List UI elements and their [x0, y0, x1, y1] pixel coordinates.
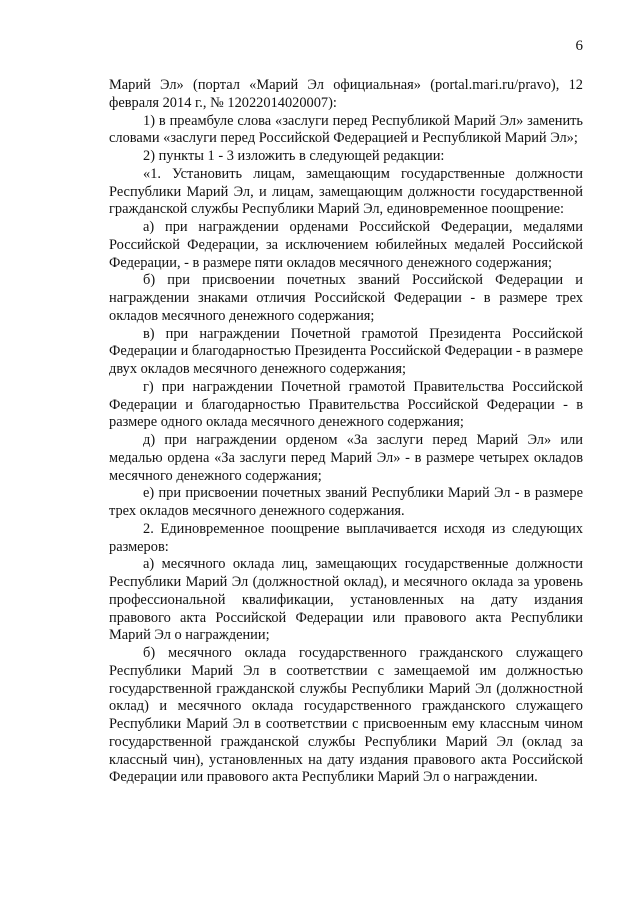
paragraph-amendment-1: 1) в преамбуле слова «заслуги перед Республикой Марий Эл» заменить словами «заслуги перед Российской Федерацией и Республикой Марий Эл»;: [109, 112, 583, 147]
paragraph-point-1-b: б) при присвоении почетных званий Российской Федерации и награждении знаками отличия Российской Федерации - в размере трех окладов месячного денежного содержания;: [109, 272, 583, 324]
paragraph-intro-continuation: Марий Эл» (портал «Марий Эл официальная» (portal.mari.ru/pravo), 12 февраля 2014 г., № 12022014020007):: [109, 77, 583, 111]
paragraph-point-1-v: в) при награждении Почетной грамотой Президента Российской Федерации и благодарностью Президента Российской Федерации - в размере двух окладов месячного денежного содержания;: [109, 325, 583, 377]
paragraph-point-1-a: а) при награждении орденами Российской Федерации, медалями Российской Федерации, за исключением юбилейных медалей Российской Федерации, - в размере пяти окладов месячного денежного содержания;: [109, 219, 583, 271]
paragraph-amendment-2: 2) пункты 1 - 3 изложить в следующей редакции:: [143, 148, 445, 164]
paragraph-point-1-e: е) при присвоении почетных званий Республики Марий Эл - в размере трех окладов месячного денежного содержания.: [109, 485, 583, 519]
paragraph-point-1: «1. Установить лицам, замещающим государственные должности Республики Марий Эл, и лицам, замещающим должности государственной гражданской службы Республики Марий Эл, единовременное поощрение:: [109, 165, 583, 218]
paragraph-point-2-b: б) месячного оклада государственного гражданского служащего Республики Марий Эл в соответствии с замещаемой им должностью государственной гражданской службы Республики Марий Эл (должностной оклад) и месячного оклада государственного гражданского служащего Республики Марий Эл в соответствии с присвоенным ему классным чином государственной гражданской службы Республики Марий Эл (оклад за классный чин), установленных на дату издания правового акта Российской Федерации или правового акта Республики Марий Эл о награждении.: [109, 645, 583, 786]
paragraph-point-1-d: д) при награждении орденом «За заслуги перед Марий Эл» или медалью ордена «За заслуги перед Марий Эл» - в размере четырех окладов месячного денежного содержания;: [109, 432, 583, 484]
paragraph-point-2: 2. Единовременное поощрение выплачивается исходя из следующих размеров:: [109, 520, 583, 555]
paragraph-point-1-g: г) при награждении Почетной грамотой Правительства Российской Федерации и благодарностью Правительства Российской Федерации - в размере одного оклада месячного денежного содержания;: [109, 378, 583, 431]
paragraph-point-2-a: а) месячного оклада лиц, замещающих государственные должности Республики Марий Эл (должностной оклад), и месячного оклада за уровень профессиональной квалификации, установленных на дату издания правового акта Российской Федерации или правового акта Республики Марий Эл о награждении;: [109, 556, 583, 644]
page-number: 6: [575, 38, 583, 54]
document-body: [109, 77, 583, 787]
